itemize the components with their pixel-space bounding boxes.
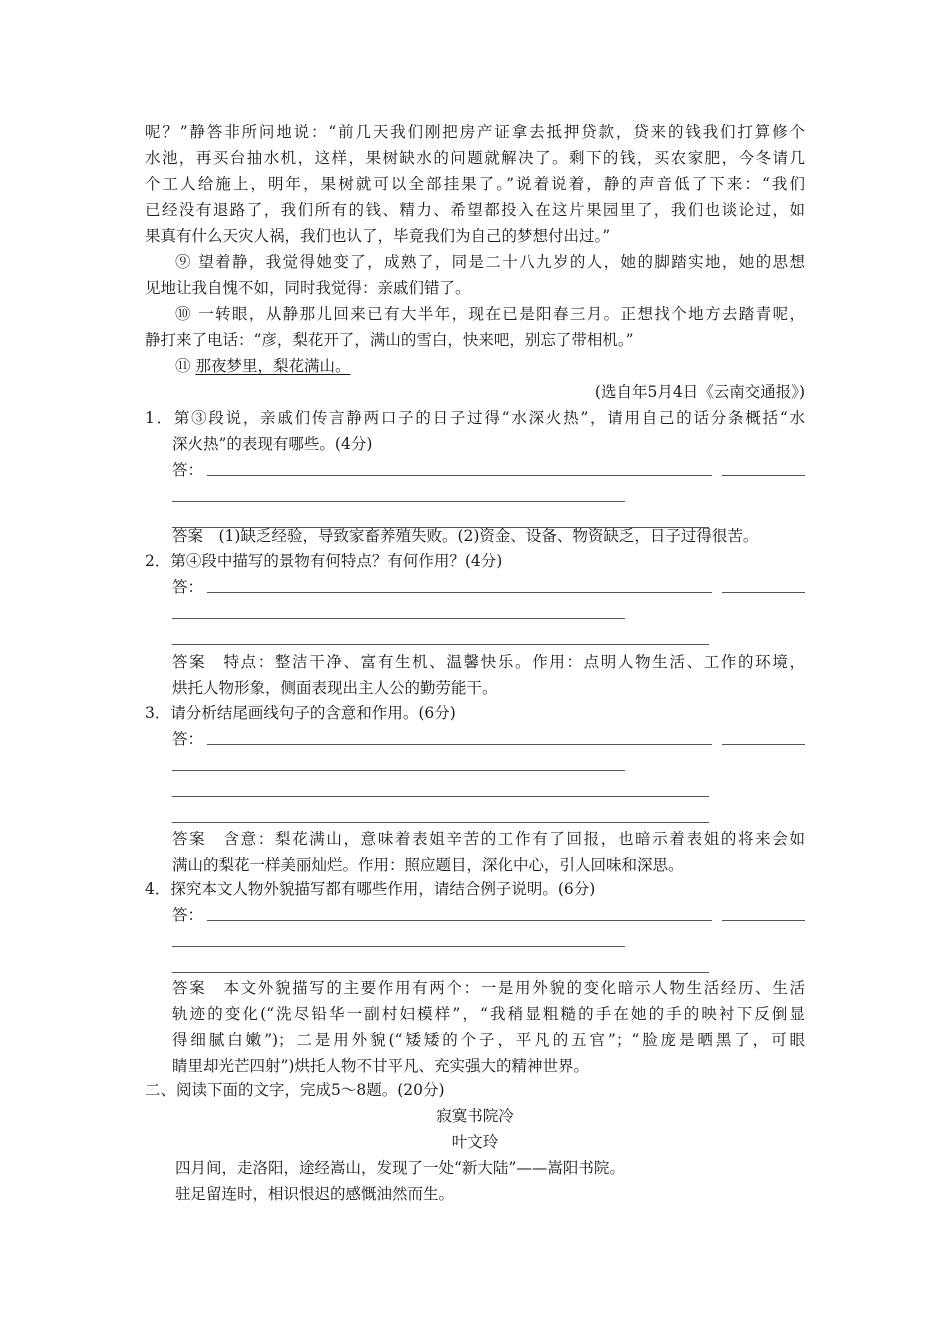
answer-blank (172, 796, 709, 797)
answer-blank (722, 592, 805, 593)
answer-key: 答案 本文外貌描写的主要作用有两个：一是用外貌的变化暗示人物生活经历、生活 (172, 979, 805, 997)
answer-blank (207, 475, 712, 476)
answer-key: 满山的梨花一样美丽灿烂。作用：照应题目，深化中心，引人回味和深思。 (172, 856, 684, 874)
answer-prompt: 答： (172, 578, 204, 596)
passage-line: 已经没有退路了，我们所有的钱、精力、希望都投入在这片果园里了，我们也谈论过，如 (145, 201, 805, 219)
question-text: 深火热”的表现有哪些。(4分) (172, 435, 373, 453)
passage-line: 果真有什么天灾人祸，我们也认了，毕竟我们为自己的梦想付出过。” (145, 227, 611, 245)
passage-line: 静打来了电话：“彦，梨花开了，满山的雪白，快来吧，别忘了带相机。” (145, 331, 634, 349)
article-title: 寂寞书院冷 (436, 1107, 514, 1125)
passage-line: 个工人给施上，明年，果树就可以全部挂果了。”说着说着，静的声音低了下来：“我们 (145, 175, 805, 193)
answer-blank (722, 744, 805, 745)
underlined-sentence: 那夜梦里，梨花满山。 (195, 357, 351, 375)
question-text: 3．请分析结尾画线句子的含意和作用。(6分) (145, 704, 456, 722)
question-text: 4．探究本文人物外貌描写都有哪些作用，请结合例子说明。(6分) (145, 880, 596, 898)
answer-blank (207, 920, 712, 921)
answer-blank (172, 618, 625, 619)
section-heading: 二、阅读下面的文字，完成5～8题。(20分) (145, 1081, 445, 1099)
answer-blank (172, 770, 625, 771)
question-text: 2．第④段中描写的景物有何特点？有何作用？(4分) (145, 552, 503, 570)
answer-key: 答案 含意：梨花满山，意味着表姐辛苦的工作有了回报，也暗示着表姐的将来会如 (172, 830, 805, 848)
answer-prompt: 答： (172, 730, 204, 748)
answer-blank (172, 972, 709, 973)
passage-line: ⑨ 望着静，我觉得她变了，成熟了，同是二十八九岁的人，她的脚踏实地，她的思想 (175, 253, 805, 271)
answer-key: 答案 (1)缺乏经验，导致家畜养殖失败。(2)资金、设备、物资缺乏，日子过得很苦。 (172, 527, 759, 545)
answer-key: 答案 特点：整洁干净、富有生机、温馨快乐。作用：点明人物生活、工作的环境， (172, 653, 805, 671)
answer-key: 得细腻白嫩”)；二是用外貌(“矮矮的个子，平凡的五官”；“脸庞是晒黑了，可眼 (172, 1031, 805, 1049)
answer-key: 轨迹的变化(“洗尽铅华一副村妇模样”，“我稍显粗糙的手在她的手的映衬下反倒显 (172, 1005, 805, 1023)
answer-blank (722, 475, 805, 476)
article-paragraph: 驻足留连时，相识恨迟的感慨油然而生。 (175, 1185, 455, 1203)
source-citation: (选自年5月4日《云南交通报》) (594, 383, 805, 401)
question-text: 1．第③段说，亲戚们传言静两口子的日子过得“水深火热”，请用自己的话分条概括“水 (145, 409, 805, 427)
passage-line: 水池，再买台抽水机，这样，果树缺水的问题就解决了。剩下的钱，买农家肥，今冬请几 (145, 149, 805, 167)
answer-key: 睛里却光芒四射”)烘托人物不甘平凡、充实强大的精神世界。 (172, 1057, 589, 1075)
answer-blank (207, 592, 712, 593)
answer-blank (172, 501, 625, 502)
passage-line: ⑩ 一转眼，从静那儿回来已有大半年，现在已是阳春三月。正想找个地方去踏青呢， (175, 305, 805, 323)
answer-prompt: 答： (172, 906, 204, 924)
article-author: 叶文玲 (451, 1133, 499, 1151)
paragraph-number: ⑪ (175, 357, 196, 375)
passage-final-line (175, 356, 350, 376)
answer-blank (722, 920, 805, 921)
answer-key: 烘托人物形象，侧面表现出主人公的勤劳能干。 (172, 679, 498, 697)
passage-line: 见地让我自愧不如，同时我觉得：亲戚们错了。 (145, 279, 471, 297)
answer-blank (172, 644, 709, 645)
answer-prompt: 答： (172, 461, 204, 479)
answer-blank (207, 744, 712, 745)
passage-line: 呢？”静答非所问地说：“前几天我们刚把房产证拿去抵押贷款，贷来的钱我们打算修个 (145, 123, 805, 141)
answer-blank (172, 822, 709, 823)
article-paragraph: 四月间，走洛阳，途经嵩山，发现了一处“新大陆”——嵩阳书院。 (175, 1159, 625, 1177)
answer-blank (172, 946, 625, 947)
